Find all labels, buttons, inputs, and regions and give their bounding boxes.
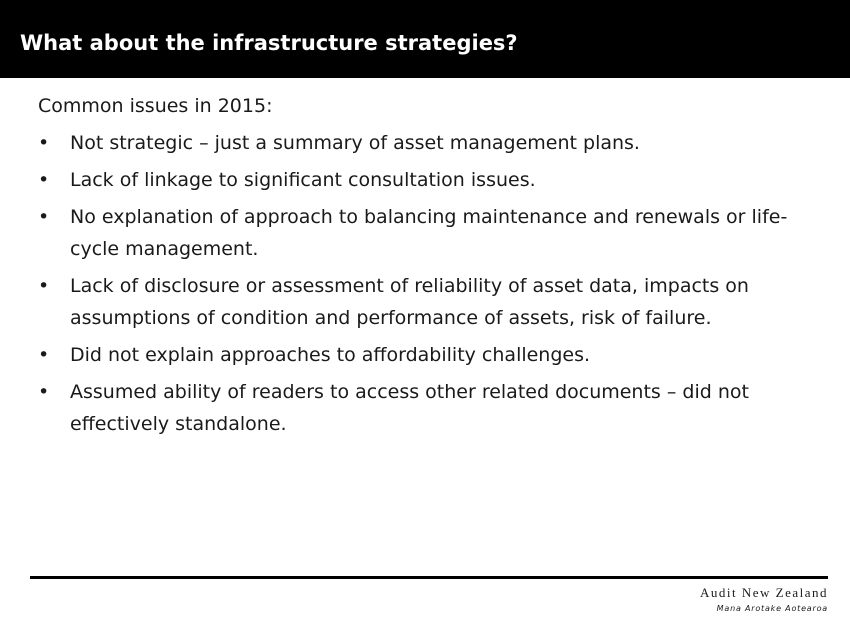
bullet-list: [38, 127, 828, 440]
logo-tagline: Mana Arotake Aotearoa: [716, 604, 828, 613]
bullet-item: [38, 339, 828, 371]
bullet-item: [38, 376, 828, 440]
bullet-icon: •: [38, 275, 50, 297]
bullet-item: [38, 201, 828, 265]
slide-title: What about the infrastructure strategies?: [20, 31, 518, 55]
bullet-icon: •: [38, 344, 50, 366]
bullet-item: [38, 127, 828, 159]
bullet-icon: •: [38, 206, 50, 228]
bullet-icon: •: [38, 132, 50, 154]
bullet-item: [38, 164, 828, 196]
bullet-text: Did not explain approaches to affordability challenges.: [70, 344, 591, 366]
logo-name: Audit New Zealand: [699, 585, 828, 600]
slide-content: [38, 90, 828, 445]
bullet-text: No explanation of approach to balancing maintenance and renewals or life-cycle management.: [70, 206, 788, 260]
intro-text: Common issues in 2015:: [38, 95, 273, 117]
bullet-text: Not strategic – just a summary of asset management plans.: [70, 132, 640, 154]
bullet-text: Lack of disclosure or assessment of reliability of asset data, impacts on assumptions of condition and performance of assets, risk of failure.: [70, 275, 749, 329]
title-bar: [0, 0, 850, 78]
bullet-text: Assumed ability of readers to access other related documents – did not effectively standalone.: [70, 381, 749, 435]
audit-nz-logo: [700, 585, 828, 614]
bullet-text: Lack of linkage to significant consultation issues.: [70, 169, 536, 191]
footer-divider: [30, 576, 828, 579]
bullet-icon: •: [38, 169, 50, 191]
bullet-item: [38, 270, 828, 334]
bullet-icon: •: [38, 381, 50, 403]
